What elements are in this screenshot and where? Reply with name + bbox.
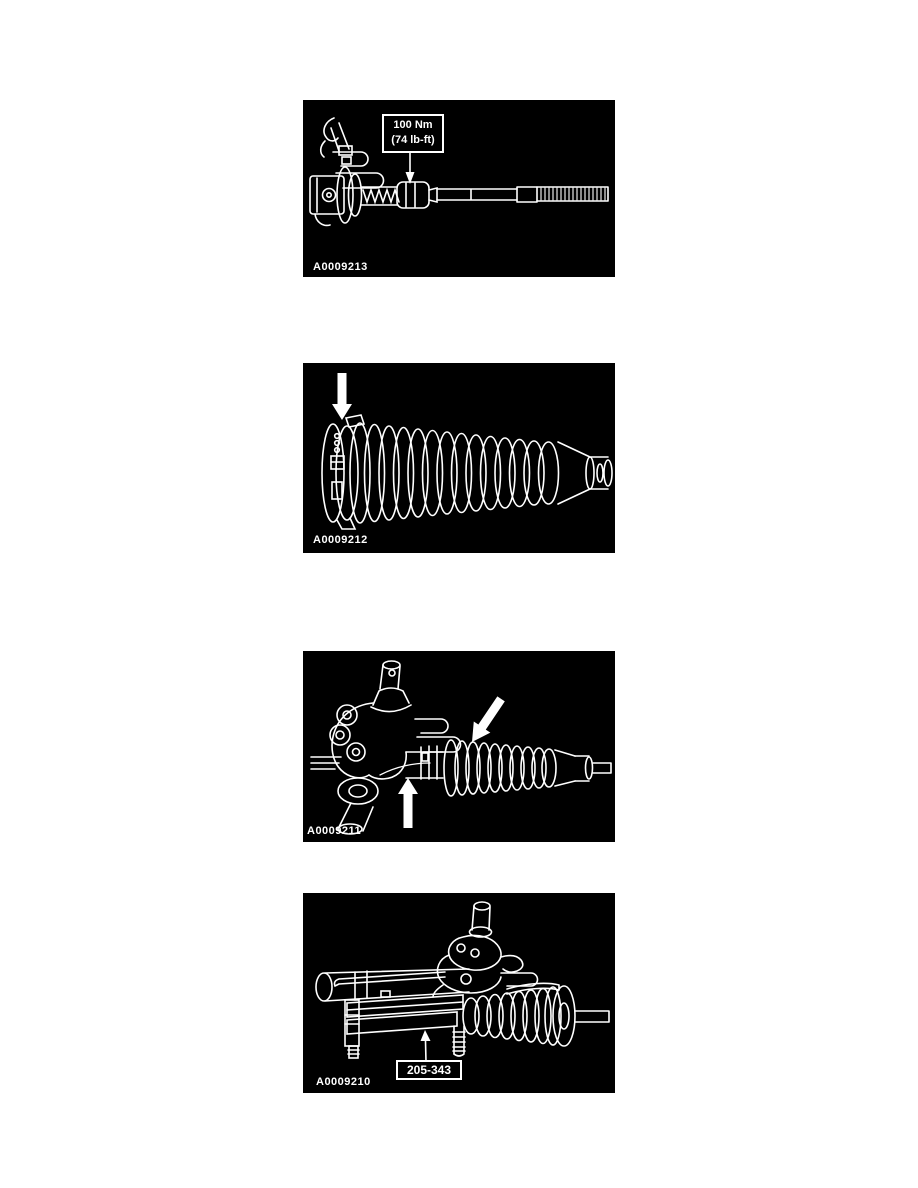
torque-value-lbft: (74 lb-ft): [391, 134, 435, 146]
figure-panel-holding-fixture: [303, 893, 615, 1093]
figure-panel-boot-clamp: [303, 363, 615, 553]
boot-clamp-art: [322, 415, 364, 529]
torque-callout: [382, 114, 444, 153]
rack-boot-art: [380, 740, 611, 796]
gear-housing-art: [311, 703, 461, 834]
tool-number-callout: [396, 1060, 462, 1080]
down-left-arrow-icon: [464, 693, 510, 747]
figure-id: A0009213: [313, 261, 368, 273]
up-arrow-icon: [398, 778, 418, 828]
tie-rod-illustration: [303, 100, 615, 277]
boot-bellows-art: [350, 423, 612, 523]
label-leader-line: [426, 1041, 427, 1062]
hydraulic-lines-art: [335, 956, 560, 994]
up-arrow-icon: [421, 1030, 431, 1041]
boot-install-illustration: [303, 651, 615, 842]
valve-housing-art: [310, 118, 384, 225]
figure-id: A0009210: [316, 1076, 371, 1088]
input-shaft-art: [433, 902, 501, 997]
tie-rod-art: [361, 182, 608, 208]
pinion-shaft-art: [371, 661, 411, 712]
down-arrow-icon: [332, 373, 352, 420]
torque-value: 100 Nm: [393, 119, 433, 131]
figure-id: A0009211: [307, 825, 362, 837]
figure-id: A0009212: [313, 534, 368, 546]
boot-art: [463, 986, 609, 1046]
figure-panel-tie-rod-torque: [303, 100, 615, 277]
boot-clamp-illustration: [303, 363, 615, 553]
tool-number: 205-343: [406, 1063, 452, 1077]
fixture-art: [345, 991, 465, 1058]
figure-panel-boot-install: [303, 651, 615, 842]
